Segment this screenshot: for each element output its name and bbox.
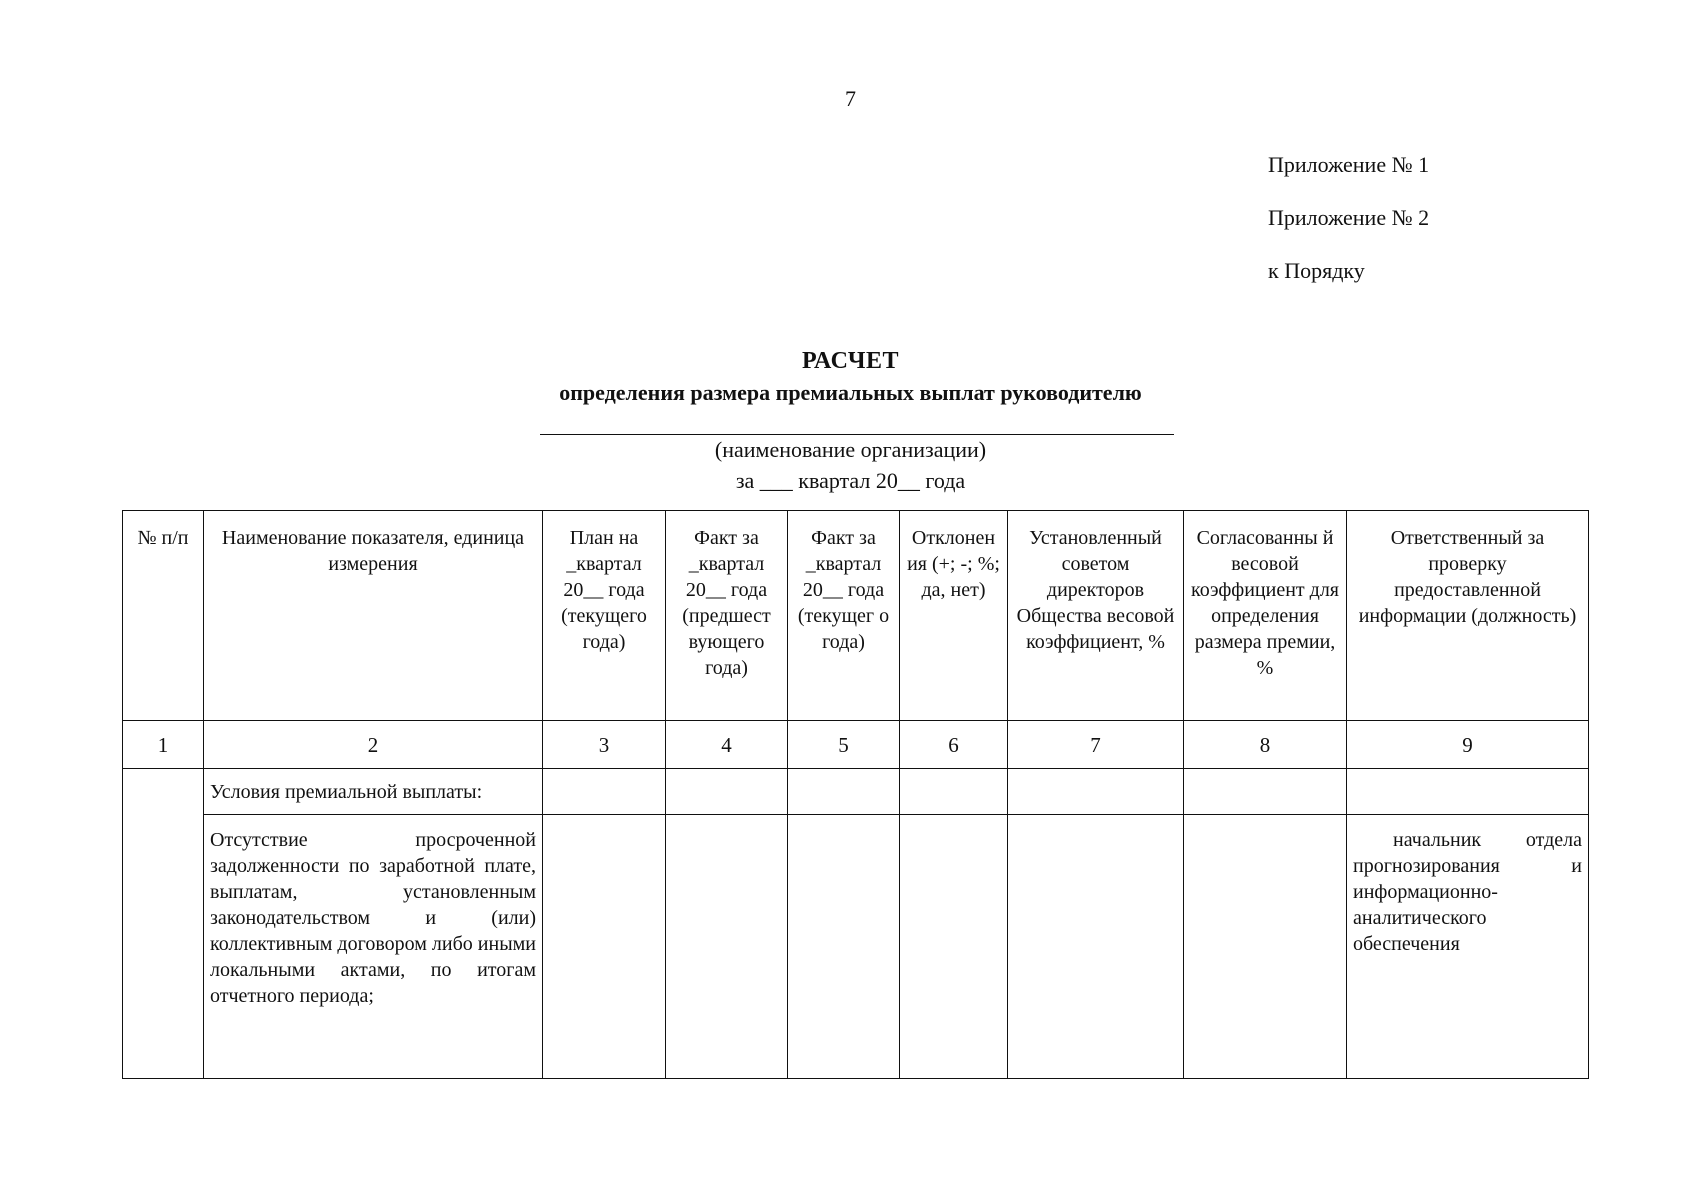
header-cell: Наименование показателя, единица измерения (204, 511, 543, 721)
fact-previous-cell (666, 815, 788, 1079)
responsible-position: начальник отдела прогнозирования и информационно-аналитического обеспечения (1347, 815, 1589, 1079)
column-number: 8 (1184, 721, 1347, 769)
agreed-coefficient-cell (1184, 815, 1347, 1079)
column-numbers-row (123, 721, 1589, 769)
board-coefficient-cell (1008, 815, 1184, 1079)
reporting-period: за ___ квартал 20__ года (735, 468, 966, 493)
organization-name-line (540, 434, 1174, 435)
header-cell: Согласованны й весовой коэффициент для определения размера премии, % (1184, 511, 1347, 721)
conditions-row (123, 769, 1589, 815)
fact-current-cell (788, 815, 900, 1079)
column-number: 2 (204, 721, 543, 769)
page-number: 7 (845, 86, 856, 111)
empty-cell (788, 769, 900, 815)
indicator-description: Отсутствие просроченной задолженности по заработной плате, выплатам, установленным законодательством и (или) коллективным договором либо иными локальными актами, по итогам отчетного периода; (204, 815, 543, 1079)
column-number: 4 (666, 721, 788, 769)
empty-cell (1008, 769, 1184, 815)
column-number: 3 (543, 721, 666, 769)
document-title: РАСЧЕТ (801, 348, 900, 374)
appendix-line-3: к Порядку (1268, 258, 1365, 283)
header-cell: Ответственный за проверку предоставленной информации (должность) (1347, 511, 1589, 721)
calculation-table (122, 510, 1589, 1079)
deviation-cell (900, 815, 1008, 1079)
header-cell: № п/п (123, 511, 204, 721)
empty-cell (900, 769, 1008, 815)
column-number: 6 (900, 721, 1008, 769)
header-cell: Установленный советом директоров Общества весовой коэффициент, % (1008, 511, 1184, 721)
empty-cell (1347, 769, 1589, 815)
empty-cell (1184, 769, 1347, 815)
document-subtitle: определения размера премиальных выплат руководителю (559, 380, 1142, 405)
empty-cell (666, 769, 788, 815)
organization-caption: (наименование организации) (714, 437, 987, 462)
column-number: 9 (1347, 721, 1589, 769)
indicator-row (123, 815, 1589, 1079)
appendix-line-1: Приложение № 1 (1268, 152, 1430, 177)
conditions-label: Условия премиальной выплаты: (204, 769, 543, 815)
table-header-row (123, 511, 1589, 721)
header-cell: План на _квартал 20__ года (текущего года) (543, 511, 666, 721)
column-number: 1 (123, 721, 204, 769)
row-number-cell (123, 769, 204, 1079)
plan-value-cell (543, 815, 666, 1079)
header-cell: Факт за _квартал 20__ года (текущег о года) (788, 511, 900, 721)
header-cell: Факт за _квартал 20__ года (предшест вующего года) (666, 511, 788, 721)
appendix-line-2: Приложение № 2 (1268, 205, 1430, 230)
column-number: 7 (1008, 721, 1184, 769)
empty-cell (543, 769, 666, 815)
column-number: 5 (788, 721, 900, 769)
header-cell: Отклонен ия (+; -; %; да, нет) (900, 511, 1008, 721)
